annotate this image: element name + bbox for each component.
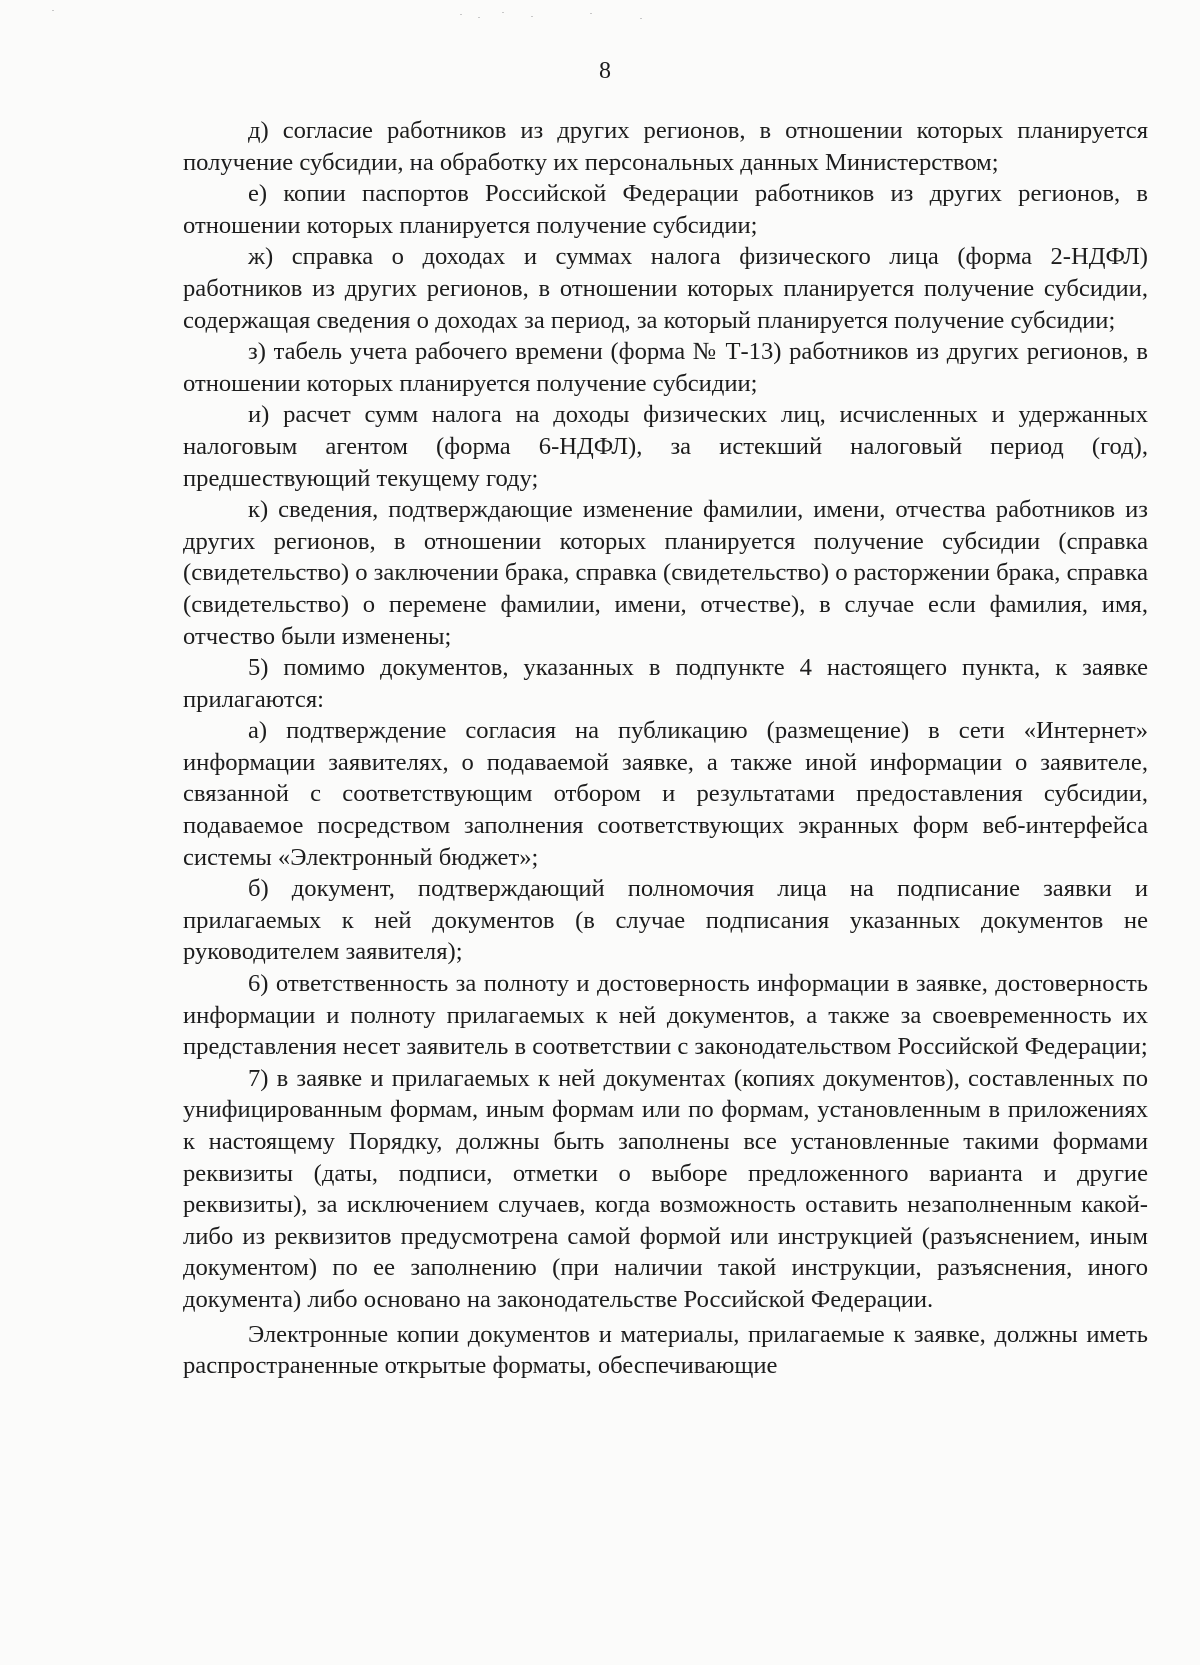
paragraph-a: а) подтверждение согласия на публикацию (размещение) в сети «Интернет» информации заявителях, о подаваемой заявке, а также иной информации о заявителе, связанной с соответствующим отбором и результатами предоставления субсидии, подаваемое посредством заполнения соответствующих экранных форм веб-интерфейса системы «Электронный бюджет»;: [183, 717, 1148, 871]
paragraph-6: 6) ответственность за полноту и достоверность информации в заявке, достоверность информации и полноту прилагаемых к ней документов, а также за своевременность их представления несет заявитель в соответствии с законодательством Российской Федерации;: [183, 970, 1148, 1061]
paragraph-z: з) табель учета рабочего времени (форма № Т-13) работников из других регионов, в отношении которых планируется получение субсидии;: [183, 338, 1148, 397]
page-number: 8: [599, 58, 611, 84]
paragraph-5: 5) помимо документов, указанных в подпункте 4 настоящего пункта, к заявке прилагаются:: [183, 654, 1148, 713]
paragraph-7: 7) в заявке и прилагаемых к ней документах (копиях документов), составленных по унифицированным формам, иным формам или по формам, установленным в приложениях к настоящему Порядку, должны быть заполнены все установленные такими формами реквизиты (даты, подписи, отметки о выборе предложенного варианта и другие реквизиты), за исключением случаев, когда возможность оставить незаполненным какой-либо из реквизитов предусмотрена самой формой или инструкцией (разъяснением, иным документом) по ее заполнению (при наличии такой инструкции, разъяснения, иного документа) либо основано на законодательстве Российской Федерации.: [183, 1064, 1148, 1313]
paragraph-e: е) копии паспортов Российской Федерации работников из других регионов, в отношении которых планируется получение субсидии;: [183, 180, 1148, 239]
paragraph-i: и) расчет сумм налога на доходы физических лиц, исчисленных и удержанных налоговым агентом (форма 6-НДФЛ), за истекший налоговый период (год), предшествующий текущему году;: [183, 401, 1148, 492]
paragraph-b: б) документ, подтверждающий полномочия лица на подписание заявки и прилагаемых к ней документов (в случае подписания указанных документов не руководителем заявителя);: [183, 875, 1148, 966]
paragraph-zh: ж) справка о доходах и суммах налога физического лица (форма 2-НДФЛ) работников из других регионов, в отношении которых планируется получение субсидии, содержащая сведения о доходах за период, за который планируется получение субсидии;: [183, 243, 1148, 334]
paragraph-electronic-copies: Электронные копии документов и материалы, прилагаемые к заявке, должны иметь распространенные открытые форматы, обеспечивающие: [183, 1320, 1148, 1380]
paragraph-d: д) согласие работников из других регионов, в отношении которых планируется получение субсидии, на обработку их персональных данных Министерством;: [183, 117, 1148, 176]
scan-artifacts: [0, 8, 1200, 28]
paragraph-k: к) сведения, подтверждающие изменение фамилии, имени, отчества работников из других регионов, в отношении которых планируется получение субсидии (справка (свидетельство) о заключении брака, справка (свидетельство) о расторжении брака, справка (свидетельство) о перемене фамилии, имени, отчестве), в случае если фамилия, имя, отчество были изменены;: [183, 496, 1148, 650]
document-body: [183, 115, 1148, 1382]
